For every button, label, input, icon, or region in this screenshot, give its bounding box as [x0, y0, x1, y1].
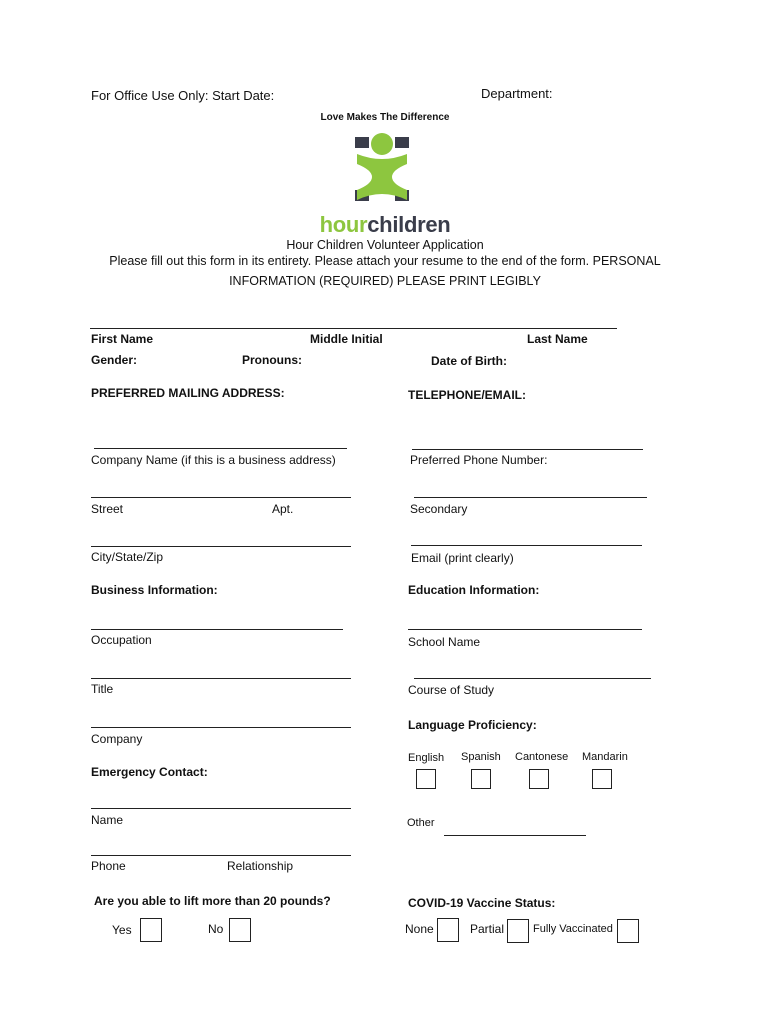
- tagline: Love Makes The Difference: [320, 112, 450, 123]
- covid-none-label: None: [405, 922, 434, 936]
- office-start-date-label: For Office Use Only: Start Date:: [91, 88, 275, 103]
- lift-yes-label: Yes: [112, 923, 132, 937]
- language-option-mandarin: Mandarin: [582, 751, 628, 763]
- covid-full-checkbox[interactable]: [617, 919, 639, 943]
- emergency-name-label: Name: [91, 813, 124, 827]
- form-title: Hour Children Volunteer Application: [286, 238, 484, 252]
- full-name-line[interactable]: [90, 328, 617, 329]
- covid-none-checkbox[interactable]: [437, 918, 459, 942]
- email-line[interactable]: [411, 545, 642, 546]
- course-of-study-line[interactable]: [414, 678, 651, 679]
- emergency-phone-label: Phone: [91, 859, 126, 873]
- company-label: Company: [91, 732, 143, 746]
- logo-word-hour: hour: [319, 212, 368, 237]
- first-name-label: First Name: [91, 332, 154, 346]
- mailing-heading: PREFERRED MAILING ADDRESS:: [91, 386, 285, 400]
- covid-full-label: Fully Vaccinated: [533, 923, 613, 935]
- emergency-relationship-label: Relationship: [227, 859, 294, 873]
- language-option-cantonese: Cantonese: [515, 751, 569, 763]
- title-label: Title: [91, 682, 114, 696]
- last-name-label: Last Name: [527, 332, 588, 346]
- occupation-label: Occupation: [91, 633, 152, 647]
- lift-yes-checkbox[interactable]: [140, 918, 162, 942]
- email-label: Email (print clearly): [411, 551, 514, 565]
- company-line[interactable]: [91, 727, 351, 728]
- preferred-phone-line[interactable]: [412, 449, 643, 450]
- business-heading: Business Information:: [91, 583, 218, 597]
- covid-heading: COVID-19 Vaccine Status:: [408, 896, 556, 910]
- emergency-name-line[interactable]: [91, 808, 351, 809]
- lift-no-label: No: [208, 922, 224, 936]
- instructions-line-1: Please fill out this form in its entirety. Please attach your resume to the end of the form. PERSONAL: [109, 254, 661, 268]
- city-state-zip-label: City/State/Zip: [91, 550, 164, 564]
- pronouns-label: Pronouns:: [242, 353, 302, 367]
- instructions-line-2: INFORMATION (REQUIRED) PLEASE PRINT LEGIBLY: [229, 274, 541, 288]
- logo-mark-icon: [352, 132, 412, 202]
- cantonese-checkbox[interactable]: [529, 769, 549, 789]
- city-state-zip-line[interactable]: [91, 546, 351, 547]
- title-line[interactable]: [91, 678, 351, 679]
- office-department-label: Department:: [481, 86, 553, 101]
- company-name-line[interactable]: [94, 448, 347, 449]
- language-heading: Language Proficiency:: [408, 718, 537, 732]
- gender-label: Gender:: [91, 353, 138, 367]
- logo-wordmark: [0, 212, 770, 238]
- middle-initial-label: Middle Initial: [310, 332, 383, 346]
- school-name-label: School Name: [408, 635, 481, 649]
- language-other-line[interactable]: [444, 835, 586, 836]
- street-line[interactable]: [91, 497, 351, 498]
- preferred-phone-label: Preferred Phone Number:: [410, 453, 548, 467]
- logo-word-children: children: [367, 212, 451, 237]
- contact-heading: TELEPHONE/EMAIL:: [408, 388, 527, 402]
- course-of-study-label: Course of Study: [408, 683, 495, 697]
- english-checkbox[interactable]: [416, 769, 436, 789]
- education-heading: Education Information:: [408, 583, 540, 597]
- lift-question: Are you able to lift more than 20 pounds?: [94, 894, 331, 908]
- secondary-phone-line[interactable]: [414, 497, 647, 498]
- school-name-line[interactable]: [408, 629, 642, 630]
- mandarin-checkbox[interactable]: [592, 769, 612, 789]
- secondary-phone-label: Secondary: [410, 502, 468, 516]
- covid-partial-checkbox[interactable]: [507, 919, 529, 943]
- street-label: Street: [91, 502, 124, 516]
- language-other-label: Other: [407, 817, 435, 829]
- covid-partial-label: Partial: [470, 922, 505, 936]
- dob-label: Date of Birth:: [431, 354, 507, 368]
- spanish-checkbox[interactable]: [471, 769, 491, 789]
- apt-label: Apt.: [272, 502, 294, 516]
- emergency-heading: Emergency Contact:: [91, 765, 208, 779]
- language-option-english: English: [408, 752, 445, 764]
- language-option-spanish: Spanish: [461, 751, 501, 763]
- emergency-phone-line[interactable]: [91, 855, 351, 856]
- company-name-label: Company Name (if this is a business address): [91, 453, 336, 467]
- occupation-line[interactable]: [91, 629, 343, 630]
- lift-no-checkbox[interactable]: [229, 918, 251, 942]
